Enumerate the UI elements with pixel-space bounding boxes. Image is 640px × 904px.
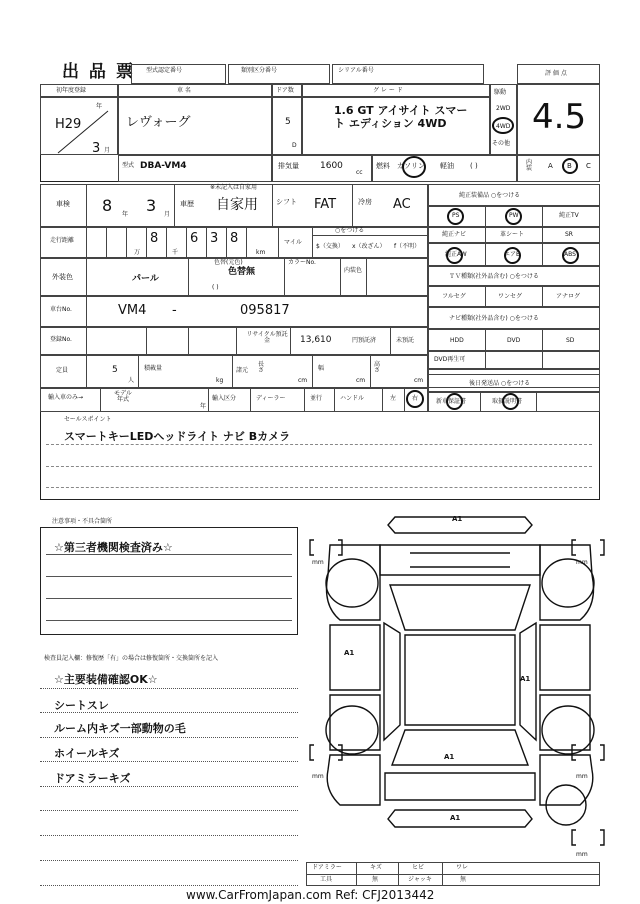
- grade-value: 1.6 GT アイサイト スマート エディション 4WD: [334, 104, 468, 130]
- grade-header: グ レ ー ド: [302, 84, 490, 97]
- drive-4wd-circle: [492, 117, 514, 134]
- damage-mark-rear: A1: [444, 753, 455, 761]
- inspector-line: ホイールキズ: [54, 747, 120, 760]
- inspector-label: 検査員記入欄：修復歴「有」の場合は修復箇所・交換箇所を記入: [44, 655, 219, 662]
- doors-value: 5: [285, 117, 291, 127]
- aw-circle: [446, 247, 463, 264]
- inspector-line: シートスレ: [54, 699, 109, 712]
- inspection-month: 3: [146, 196, 157, 215]
- abs-circle: [562, 247, 579, 264]
- score-header: 評 価 点: [517, 64, 600, 84]
- inspection-label: 車検: [56, 200, 70, 208]
- mm-label: mm: [576, 773, 588, 780]
- mm-label: mm: [576, 559, 588, 566]
- reg-slash: [40, 97, 118, 155]
- mm-label: mm: [312, 773, 324, 780]
- warranty-circle: [446, 393, 463, 410]
- doors-header: ドア数: [272, 84, 302, 97]
- manual-circle: [502, 393, 519, 410]
- ac-value: AC: [393, 197, 411, 212]
- notes-line-1: ☆第三者機関検査済み☆: [54, 541, 173, 554]
- reg-no-label: 登録No.: [50, 336, 72, 343]
- displacement-value: 1600: [320, 161, 343, 171]
- form-title: 出 品 票: [62, 62, 135, 82]
- tv-title-cell: ＴＶ種類(社外品含む) ○をつける: [428, 266, 600, 286]
- mileage-label: 走行距離: [50, 237, 75, 244]
- damage-mark-right: A1: [520, 675, 531, 683]
- color-label: 外装色: [52, 273, 73, 281]
- mileage-digit: 8: [230, 231, 239, 246]
- first-reg-year: H29: [55, 117, 82, 132]
- damage-mark-bumper: A1: [450, 814, 461, 822]
- airbag-circle: [504, 247, 521, 264]
- model-cert-box: 型式認定番号: [131, 64, 226, 84]
- watermark-footer: www.CarFromJapan.com Ref: CFJ2013442: [186, 888, 435, 902]
- options-title-cell: 純正装備品 ○をつける: [428, 184, 600, 206]
- car-name: レヴォーグ: [126, 115, 191, 130]
- serial-box: シリアル番号: [332, 64, 484, 84]
- month-label: 月: [104, 147, 111, 154]
- fuel-gas-circle: [402, 156, 426, 178]
- navi-title-cell: ナビ種類(社外品含む) ○をつける: [428, 307, 600, 329]
- color-value: パール: [132, 274, 159, 284]
- chassis-prefix: VM4: [118, 303, 147, 318]
- car-damage-diagram: [300, 505, 620, 865]
- category-no-box: 類別区分番号: [228, 64, 330, 84]
- inspector-line: ☆主要装備確認OK☆: [54, 673, 158, 686]
- shift-value: FAT: [314, 197, 337, 212]
- later-title-cell: 後日発送品 ○をつける: [428, 374, 600, 392]
- mileage-digit: 8: [150, 231, 159, 246]
- interior-b-circle: [562, 158, 578, 174]
- first-reg-header: 初年度登録: [40, 84, 118, 97]
- first-reg-month: 3: [92, 141, 101, 156]
- damage-mark-left: A1: [344, 649, 355, 657]
- capacity-value: 5: [112, 365, 118, 375]
- chassis-label: 車台No.: [50, 306, 72, 313]
- mileage-digit: 6: [190, 231, 199, 246]
- sales-label: セールスポイント: [64, 416, 112, 423]
- mileage-digit: 3: [210, 231, 219, 246]
- mm-label: mm: [312, 559, 324, 566]
- pw-circle: [505, 208, 522, 225]
- usage-value: 自家用: [216, 197, 258, 213]
- mm-label: mm: [576, 851, 588, 858]
- inspector-line: ルーム内キズ一部動物の毛: [54, 722, 186, 735]
- model-value: DBA-VM4: [140, 161, 187, 171]
- handle-right-circle: [406, 390, 424, 408]
- inspection-year: 8: [102, 196, 113, 215]
- ps-circle: [447, 208, 464, 225]
- chassis-number: 095817: [240, 303, 290, 318]
- recycle-value: 13,610: [300, 335, 332, 345]
- capacity-label: 定員: [56, 367, 69, 374]
- row-chassis: [40, 296, 428, 327]
- name-header: 車 名: [118, 84, 272, 97]
- year-label: 年: [96, 103, 103, 110]
- inspector-line: ドアミラーキズ: [54, 772, 131, 785]
- color-change-value: 色替無: [228, 267, 256, 277]
- damage-mark-front: A1: [452, 515, 463, 523]
- import-label: 輸入車のみ→: [48, 394, 84, 401]
- sales-text: スマートキーLEDヘッドライト ナビ Bカメラ: [64, 430, 291, 443]
- score-value: 4.5: [532, 97, 587, 137]
- notes-label: 注意事項・不具合箇所: [52, 518, 113, 525]
